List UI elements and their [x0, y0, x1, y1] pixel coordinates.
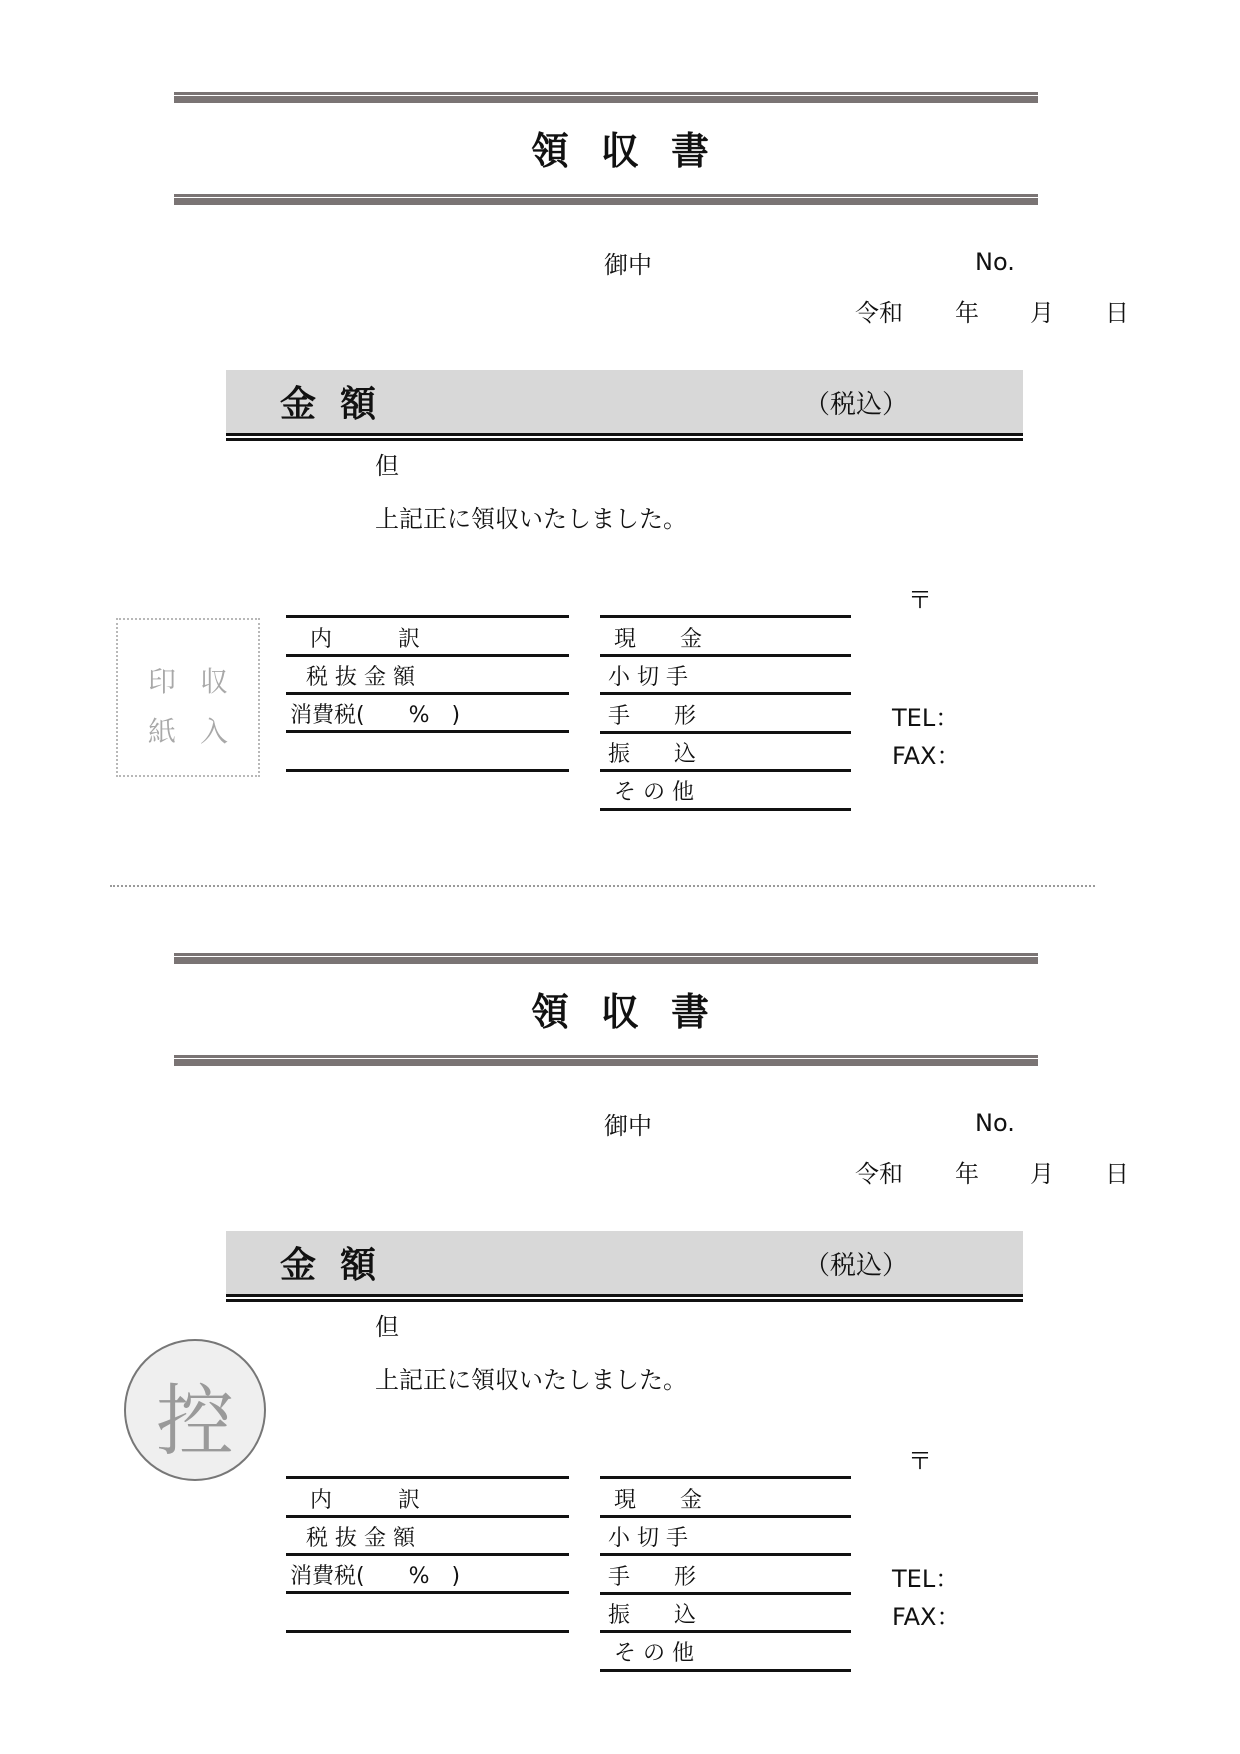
date-day: 日 [1105, 299, 1129, 327]
header-rule-bottom-thick [174, 198, 1038, 205]
amount-label: 金額 [280, 1245, 401, 1286]
postal-mark: 〒 [908, 1447, 932, 1475]
document-title: 領収書 [530, 990, 741, 1034]
table-line [286, 615, 569, 618]
stamp-char: 入 [200, 715, 229, 748]
addressee-suffix: 御中 [604, 1112, 652, 1140]
breakdown-row-tax: 消費税( % ) [290, 1564, 461, 1589]
table-line [286, 1476, 569, 1479]
addressee-suffix: 御中 [604, 251, 652, 279]
payment-bill: 手 形 [608, 1565, 697, 1590]
table-line [286, 1591, 569, 1594]
payment-other: そ の 他 [614, 780, 694, 805]
amount-bar [226, 370, 1023, 433]
table-line [600, 1515, 851, 1518]
fax-label: FAX： [892, 742, 961, 770]
header-rule-bottom-thin [174, 194, 1038, 197]
table-line [600, 1592, 851, 1595]
date-year: 年 [955, 299, 979, 327]
stamp-char: 紙 [148, 715, 177, 748]
table-line [286, 692, 569, 695]
payment-cash: 現 金 [614, 627, 703, 652]
payment-cash: 現 金 [614, 1488, 703, 1513]
table-line [600, 1669, 851, 1672]
date-era: 令和 [855, 1160, 903, 1188]
payment-bill: 手 形 [608, 704, 697, 729]
breakdown-row-pretax: 税 抜 金 額 [306, 1526, 415, 1551]
receipt-number-label: No. [975, 248, 1015, 276]
confirmation-text: 上記正に領収いたしました。 [375, 1366, 687, 1394]
memo-label: 但 [375, 452, 399, 480]
tax-included-note: （税込） [804, 390, 909, 420]
table-line [600, 692, 851, 695]
header-rule-bottom-thin [174, 1055, 1038, 1058]
amount-underline-2 [226, 438, 1023, 441]
amount-underline-1 [226, 1294, 1023, 1297]
breakdown-row-pretax: 税 抜 金 額 [306, 665, 415, 690]
payment-transfer: 振 込 [608, 742, 697, 767]
table-line [600, 615, 851, 618]
stamp-char: 収 [200, 665, 229, 698]
header-rule-top-thin [174, 953, 1038, 956]
breakdown-row-tax: 消費税( % ) [290, 703, 461, 728]
amount-label: 金額 [280, 384, 401, 425]
date-month: 月 [1030, 299, 1054, 327]
memo-label: 但 [375, 1313, 399, 1341]
table-line [286, 730, 569, 733]
copy-stamp-char: 控 [155, 1377, 234, 1467]
table-line [600, 1476, 851, 1479]
postal-mark: 〒 [908, 586, 932, 614]
payment-transfer: 振 込 [608, 1603, 697, 1628]
stamp-char: 印 [148, 665, 177, 698]
amount-bar [226, 1231, 1023, 1294]
copy-stamp-circle [124, 1339, 266, 1481]
table-line [600, 769, 851, 772]
date-year: 年 [955, 1160, 979, 1188]
tel-label: TEL： [892, 1565, 960, 1593]
table-line [600, 1553, 851, 1556]
payment-check: 小 切 手 [608, 665, 688, 690]
tel-label: TEL： [892, 704, 960, 732]
receipt-number-label: No. [975, 1109, 1015, 1137]
breakdown-header: 内 訳 [310, 627, 421, 652]
table-line [600, 808, 851, 811]
breakdown-header: 内 訳 [310, 1488, 421, 1513]
date-era: 令和 [855, 299, 903, 327]
table-line [286, 654, 569, 657]
header-rule-bottom-thick [174, 1059, 1038, 1066]
payment-check: 小 切 手 [608, 1526, 688, 1551]
revenue-stamp-box [116, 618, 260, 777]
table-line [286, 1553, 569, 1556]
header-rule-top-thick [174, 957, 1038, 964]
table-line [600, 654, 851, 657]
amount-underline-2 [226, 1299, 1023, 1302]
confirmation-text: 上記正に領収いたしました。 [375, 505, 687, 533]
receipt-copy [0, 861, 1240, 1731]
table-line [600, 731, 851, 734]
table-line [286, 1515, 569, 1518]
document-title: 領収書 [530, 129, 741, 173]
amount-underline-1 [226, 433, 1023, 436]
table-line [286, 1630, 569, 1633]
table-line [600, 1630, 851, 1633]
date-month: 月 [1030, 1160, 1054, 1188]
table-line [286, 769, 569, 772]
payment-other: そ の 他 [614, 1641, 694, 1666]
receipt-original [0, 0, 1240, 870]
fax-label: FAX： [892, 1603, 961, 1631]
header-rule-top-thick [174, 96, 1038, 103]
date-day: 日 [1105, 1160, 1129, 1188]
tax-included-note: （税込） [804, 1251, 909, 1281]
header-rule-top-thin [174, 92, 1038, 95]
